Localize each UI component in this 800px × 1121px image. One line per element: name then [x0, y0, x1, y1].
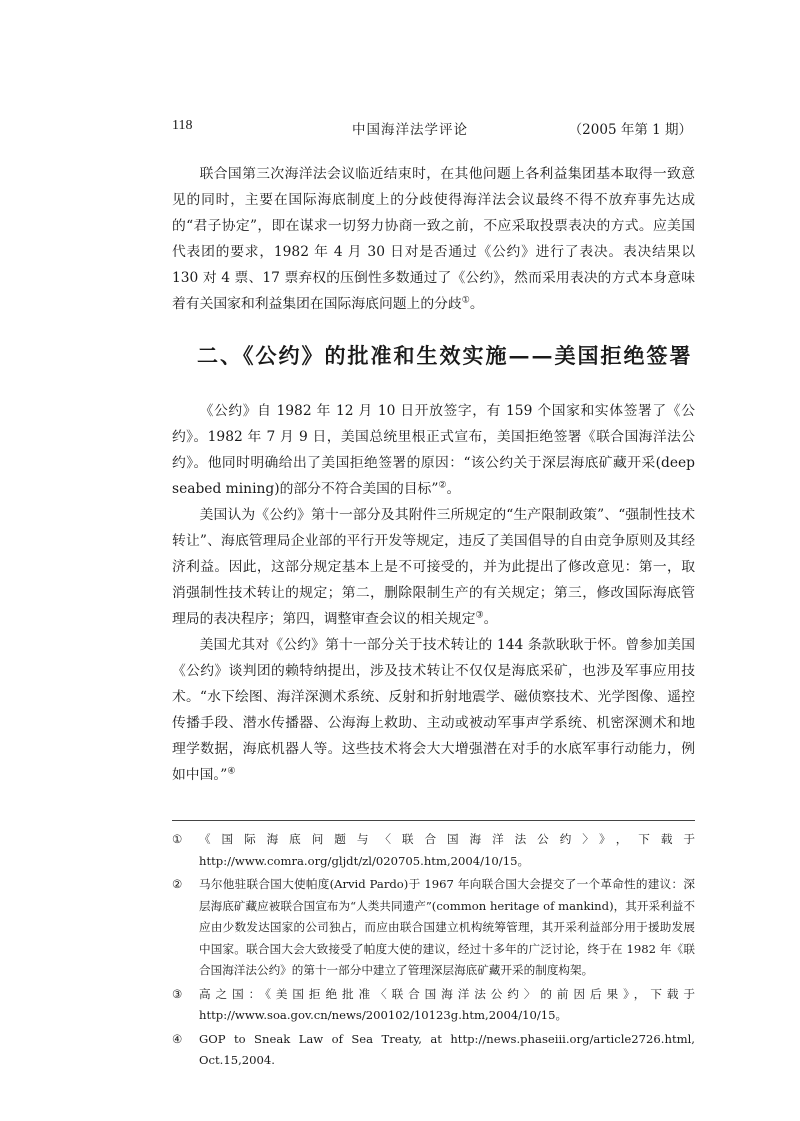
body-paragraph — [172, 398, 695, 502]
footnote-mark: ③ — [172, 986, 183, 1001]
section-body — [172, 398, 695, 788]
footnote-text: GOP to Sneak Law of Sea Treaty, at http://news.phaseiii.org/article2726.html, Oct.15,2004. — [199, 1031, 695, 1067]
intro-text: 联合国第三次海洋法会议临近结束时，在其他问题上各利益集团基本取得一致意见的同时，主要在国际海底制度上的分歧使得海洋法会议最终不得不放弃事先达成的“君子协定”，即在谋求一切努力协商一致之前，不应采取投票表决的方式。应美国代表团的要求，1982 年 4 月 30 日对是否通过《公约》进行了表决。表决结果以 130 对 4 票、17 票弃权的压倒性多数通过了《公约》，然而采用表决的方式本身意味着有关国家和利益集团在国际海底问题上的分歧 — [172, 166, 695, 312]
footnote-mark: ② — [172, 877, 183, 891]
footnote-text: 《国际海底问题与〈联合国海洋法公约〉》，下载于 http://www.comra.org/gljdt/zl/020705.htm,2004/10/15。 — [199, 832, 695, 868]
body-paragraph — [172, 502, 695, 632]
running-header — [172, 118, 692, 140]
footnote-text: 高之国：《美国拒绝批准〈联合国海洋法公约〉的前因后果》，下载于 http://www.soa.gov.cn/news/200102/10123g.htm,2004/10/15。 — [199, 986, 695, 1022]
footnote-ref[interactable]: ① — [461, 295, 470, 306]
paragraph-text: 《公约》自 1982 年 12 月 10 日开放签字，有 159 个国家和实体签署了《公约》。1982 年 7 月 9 日，美国总统里根正式宣布，美国拒绝签署《联合国海洋法公约》。他同时明确给出了美国拒绝签署的原因：“该公约关于深层海底矿藏开采(deep seabed mining)的部分不符合美国的目标” — [172, 403, 695, 497]
footnote-mark: ④ — [172, 1031, 183, 1046]
footnote-ref[interactable]: ③ — [475, 610, 484, 621]
footnote-mark: ① — [172, 832, 183, 846]
issue-label: （2005 年第 1 期） — [568, 122, 692, 138]
paragraph-tail: 。 — [446, 481, 461, 497]
journal-title: 中国海洋法学评论 — [352, 122, 468, 138]
page-number: 118 — [172, 118, 193, 133]
footnote — [172, 829, 695, 872]
footnote — [172, 874, 695, 982]
paragraph-tail: 。 — [483, 611, 498, 627]
footnote-divider — [172, 820, 695, 821]
footnote-text: 马尔他驻联合国大使帕度(Arvid Pardo)于 1967 年向联合国大会提交了一个革命性的建议：深层海底矿藏应被联合国宣布为“人类共同遗产”(common heritage of mankind)，其开采利益不应由少数发达国家的公司独占，而应由联合国建立机构统筹管理，其开采利益部分用于援助发展中国家。联合国大会大致接受了帕度大使的建议，经过十多年的广泛讨论，终于在 1982 年《联合国海洋法公约》的第十一部分中建立了管理深层海底矿藏开采的制度构架。 — [199, 877, 695, 977]
body-paragraph — [172, 632, 695, 788]
paragraph-text: 美国认为《公约》第十一部分及其附件三所规定的“生产限制政策”、“强制性技术转让”、海底管理局企业部的平行开发等规定，违反了美国倡导的自由竞争原则及其经济利益。因此，这部分规定基本上是不可接受的，并为此提出了修改意见：第一，取消强制性技术转让的规定；第二，删除限制生产的有关规定；第三，修改国际海底管理局的表决程序；第四，调整审查会议的相关规定 — [172, 507, 695, 627]
intro-paragraph — [172, 161, 695, 317]
section-heading: 二、《公约》的批准和生效实施——美国拒绝签署 — [197, 343, 693, 368]
footnote-ref[interactable]: ② — [438, 480, 447, 491]
paragraph-text: 美国尤其对《公约》第十一部分关于技术转让的 144 条款耿耿于怀。曾参加美国《公约》谈判团的赖特纳提出，涉及技术转让不仅仅是海底采矿，也涉及军事应用技术。“水下绘图、海洋深测术系统、反射和折射地震学、磁侦察技术、光学图像、遥控传播手段、潜水传播器、公海海上救助、主动或被动军事声学系统、机密深测术和地理学数据，海底机器人等。这些技术将会大大增强潜在对手的水底军事行动能力，例如中国。” — [172, 637, 695, 783]
intro-text-block: 联合国第三次海洋法会议临近结束时，在其他问题上各利益集团基本取得一致意见的同时，主要在国际海底制度上的分歧使得海洋法会议最终不得不放弃事先达成的“君子协定”，即在谋求一切努力协商一致之前，不应采取投票表决的方式。应美国代表团的要求，1982 年 4 月 30 日对是否通过《公约》进行了表决。表决结果以 130 对 4 票、17 票弃权的压倒性多数通过了《公约》，然而采用表决的方式本身意味着有关国家和利益集团在国际海底问题上的分歧①。 — [172, 166, 695, 312]
footnote — [172, 984, 695, 1027]
footnotes-list — [172, 829, 695, 1074]
footnote-ref[interactable]: ④ — [227, 766, 236, 777]
footnote — [172, 1029, 695, 1072]
